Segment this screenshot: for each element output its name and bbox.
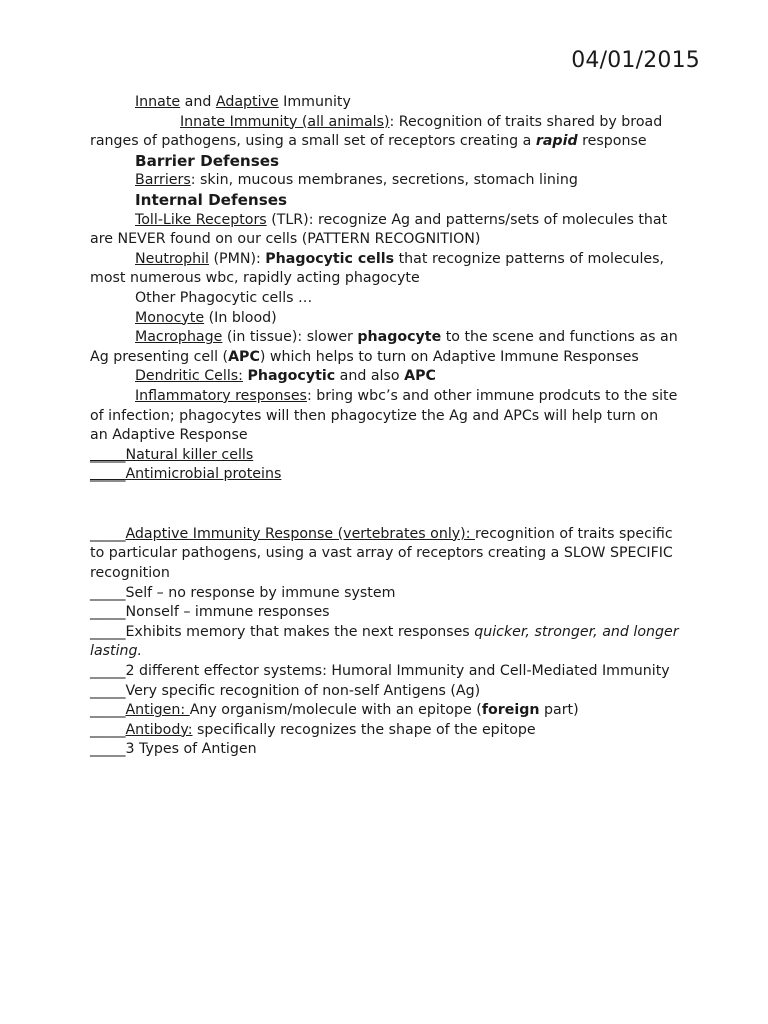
specific-line [90, 682, 680, 702]
lecture-notes [90, 93, 680, 760]
nk-term: Natural killer cells [125, 446, 254, 463]
other-phagocytic-line: Other Phagocytic cells … [135, 289, 313, 306]
innate-definition [90, 113, 680, 152]
tlr-line [90, 211, 680, 250]
barriers-line [90, 171, 680, 191]
dendritic-and: and also [335, 368, 405, 385]
amp-term: Antimicrobial proteins [125, 466, 282, 483]
types-line [90, 740, 680, 760]
adaptive-term: Adaptive Immunity Response (vertebrates only): [125, 525, 475, 542]
types-blank: _____ [90, 741, 126, 758]
effector-blank: _____ [90, 663, 126, 680]
specific-blank: _____ [90, 682, 126, 699]
macrophage-apc: APC [228, 348, 260, 365]
tlr-text: (TLR): recognize Ag and patterns/sets of molecules that are NEVER found on our cells (PATTERN RECOGNITION) [90, 211, 668, 248]
adaptive-link-text: Adaptive [215, 94, 279, 110]
nk-blank: _____ [90, 446, 126, 463]
types-text: 3 Types of Antigen [125, 741, 257, 758]
barriers-text: : skin, mucous membranes, secretions, stomach lining [190, 172, 578, 189]
neutrophil-abbr: (PMN): [208, 250, 266, 267]
tlr-term: Toll-Like Receptors [135, 211, 267, 228]
antigen-end: part) [539, 702, 579, 719]
antigen-blank: _____ [90, 702, 126, 719]
neutrophil-line [90, 250, 680, 289]
macrophage-line [90, 328, 680, 367]
dendritic-line [90, 367, 680, 387]
dendritic-phagocytic: Phagocytic [247, 368, 336, 385]
memory-text: Exhibits memory that makes the next responses [125, 623, 475, 640]
antigen-foreign: foreign [481, 702, 540, 719]
dendritic-term: Dendritic Cells: [135, 368, 243, 385]
memory-italic: quicker, stronger, and longer lasting. [90, 623, 679, 660]
amp-blank: _____ [90, 466, 126, 483]
heading-and: and [180, 94, 216, 110]
antibody-blank: _____ [90, 721, 126, 738]
macrophage-text-b: to the scene and functions as an Ag presenting cell ( [90, 329, 678, 365]
internal-defenses-heading: Internal Defenses [135, 190, 288, 209]
nk-line [90, 446, 680, 466]
innate-def-text: : Recognition of traits shared by broad ranges of pathogens, using a small set of receptors creating a [90, 113, 663, 150]
memory-line [90, 623, 680, 662]
section-gap [90, 485, 680, 525]
macrophage-term: Macrophage [135, 329, 223, 346]
antibody-term: Antibody: [125, 721, 193, 738]
inflammatory-term: Inflammatory responses [135, 387, 307, 404]
section-heading-immunity [90, 93, 680, 113]
amp-line [90, 465, 680, 485]
neutrophil-text: that recognize patterns of molecules, most numerous wbc, rapidly acting phagocyte [90, 250, 665, 287]
effector-line [90, 662, 680, 682]
antibody-text: specifically recognizes the shape of the epitope [192, 721, 536, 738]
effector-text: 2 different effector systems: Humoral Immunity and Cell-Mediated Immunity [125, 663, 670, 680]
barrier-defenses-heading: Barrier Defenses [135, 151, 280, 170]
dendritic-apc: APC [404, 368, 436, 385]
self-blank: _____ [90, 584, 126, 601]
innate-rapid: rapid [535, 133, 578, 150]
barriers-term: Barriers [135, 172, 191, 189]
macrophage-phagocyte: phagocyte [357, 329, 442, 346]
nonself-blank: _____ [90, 604, 126, 621]
adaptive-blank: _____ [90, 525, 126, 542]
innate-term: Innate Immunity (all animals) [180, 113, 390, 130]
antibody-line [90, 721, 680, 741]
monocyte-text: (In blood) [204, 309, 277, 326]
neutrophil-phagocytic: Phagocytic cells [265, 250, 395, 267]
antigen-term: Antigen: [125, 702, 190, 719]
self-line [90, 584, 680, 604]
monocyte-line [90, 309, 680, 329]
self-text: Self – no response by immune system [125, 584, 396, 601]
neutrophil-term: Neutrophil [135, 250, 209, 267]
macrophage-text-a: (in tissue): slower [222, 329, 358, 346]
antigen-text: Any organism/molecule with an epitope ( [189, 702, 482, 719]
nonself-line [90, 603, 680, 623]
inflammatory-line [90, 387, 680, 446]
innate-def-end: response [577, 133, 647, 150]
monocyte-term: Monocyte [135, 309, 205, 326]
adaptive-def-text: recognition of traits specific to particular pathogens, using a vast array of receptors creating a SLOW SPECIFIC recognition [90, 525, 673, 582]
innate-link-text: Innate [135, 94, 181, 110]
antigen-line [90, 701, 680, 721]
page-date: 04/01/2015 [571, 48, 700, 73]
heading-immunity: Immunity [278, 94, 351, 110]
memory-blank: _____ [90, 623, 126, 640]
specific-text: Very specific recognition of non-self Antigens (Ag) [125, 682, 481, 699]
adaptive-definition [90, 525, 680, 584]
nonself-text: Nonself – immune responses [125, 604, 330, 621]
inflammatory-text: : bring wbc’s and other immune prodcuts to the site of infection; phagocytes will then phagocytize the Ag and APCs will help turn on an Adaptive Response [90, 387, 678, 444]
macrophage-text-c: ) which helps to turn on Adaptive Immune Responses [259, 348, 639, 365]
